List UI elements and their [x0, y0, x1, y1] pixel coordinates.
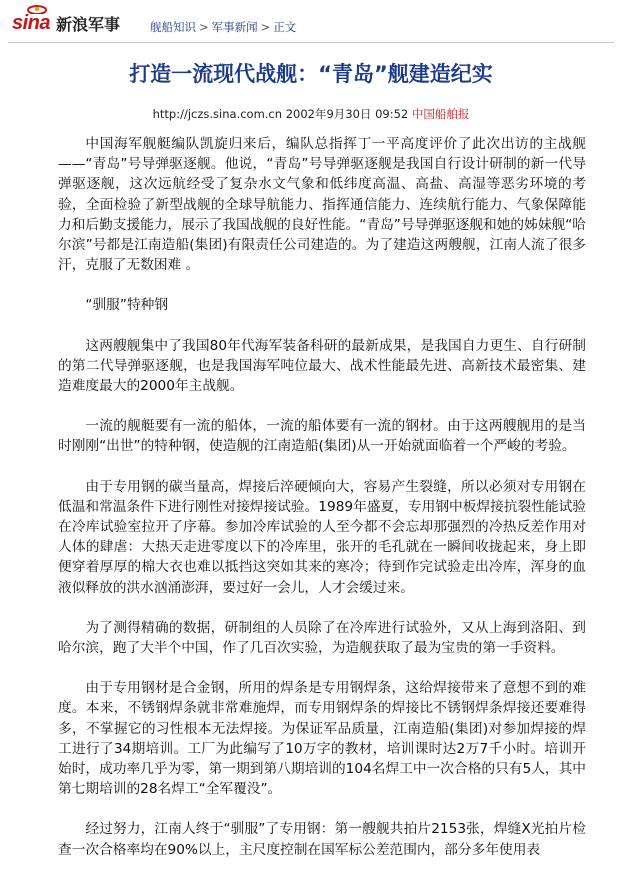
article-paragraph: 一流的舰艇要有一流的船体，一流的船体要有一流的钢材。由于这两艘舰用的是当时刚刚“出世”的特种钢，使造舰的江南造船(集团)从一开始就面临着一个严峻的考验。 — [58, 418, 586, 455]
breadcrumb-body[interactable]: 正文 — [273, 20, 297, 34]
article-time: 09:52 — [375, 107, 409, 121]
header-divider — [8, 42, 614, 43]
article-meta — [0, 106, 622, 122]
article-source[interactable]: 中国船舶报 — [411, 107, 470, 121]
article-url: http://jczs.sina.com.cn — [152, 107, 283, 121]
breadcrumb-ship-knowledge[interactable]: 舰船知识 — [150, 20, 196, 34]
site-header — [0, 0, 622, 40]
sina-eye-icon — [26, 2, 48, 14]
article-date: 2002年9月30日 — [285, 107, 372, 121]
section-subheading: “驯服”特种钢 — [85, 297, 169, 314]
breadcrumb-military-news[interactable]: 军事新闻 — [211, 20, 258, 34]
breadcrumb-separator: > — [260, 20, 271, 34]
article-paragraph: 这两艘舰集中了我国80年代海军装备科研的最新成果，是我国自力更生、自行研制的第二代导弹驱逐舰，也是我国海军吨位最大、战术性能最先进、高新技术最密集、建造难度最大的2000年主战舰。 — [58, 337, 586, 395]
article-paragraph: 经过努力，江南人终于“驯服”了专用钢：第一艘舰共拍片2153张，焊缝X光拍片检查一次合格率均在90%以上，主尺度控制在国军标公差范围内，部分多年使用表 — [58, 821, 586, 858]
article-paragraph: 中国海军舰艇编队凯旋归来后，编队总指挥丁一平高度评价了此次出访的主战舰——“青岛”号导弹驱逐舰。他说，“青岛”号导弹驱逐舰是我国自行设计研制的新一代导弹驱逐舰，这次远航经受了复杂水文气象和低纬度高温、高盐、高湿等恶劣环境的考验，全面检验了新型战舰的全球导航能力、指挥通信能力、连续航行能力、气象保障能力和后勤支援能力，展示了我国战舰的良好性能。“青岛”号导弹驱逐舰和她的姊妹舰“哈尔滨”号都是江南造船(集团)有限责任公司建造的。为了建造这两艘舰，江南人流了很多汗，克服了无数困难 。 — [58, 136, 586, 274]
channel-name: 新浪军事 — [56, 14, 121, 34]
sina-logo-text: sina — [12, 11, 51, 34]
article-paragraph: 由于专用钢的碳当量高，焊接后淬硬倾向大，容易产生裂缝，所以必须对专用钢在低温和常温条件下进行刚性对接焊接试验。1989年盛夏，专用钢中板焊接抗裂性能试验在冷库试验室拉开了序幕。参加冷库试验的人至今都不会忘却那强烈的冷热反差作用对人体的肆虐：大热天走进零度以下的冷库里，张开的毛孔就在一瞬间收拢起来，身上即便穿着厚厚的棉大衣也难以抵挡这突如其来的寒冷；待到作完试验走出冷库，浑身的血液似释放的洪水汹涌澎湃，要过好一会儿，人才会缓过来。 — [58, 478, 586, 596]
breadcrumb-separator: > — [199, 20, 209, 34]
article-title: 打造一流现代战舰：“青岛”舰建造纪实 — [129, 62, 493, 86]
article-body — [58, 134, 586, 880]
article-paragraph: 由于专用钢材是合金钢，所用的焊条是专用钢焊条，这给焊接带来了意想不到的难度。本来，不锈钢焊条就非常难施焊，而专用钢焊条的焊接比不锈钢焊条焊接还要难得多，不掌握它的习性根本无法焊接。为保证军品质量，江南造船(集团)对参加焊接的焊工进行了34期培训。工厂为此编写了10万字的教材，培训课时达2万7千小时。培训开始时，成功率几乎为零，第一期到第八期培训的104名焊工中一次合格的只有5人，其中第七期培训的28名焊工“全军覆没”。 — [58, 680, 586, 798]
breadcrumb — [150, 19, 296, 35]
sina-logo[interactable] — [12, 8, 120, 34]
article-paragraph: 为了测得精确的数据，研制组的人员除了在冷库进行试验外，又从上海到洛阳、到哈尔滨，跑了大半个中国，作了几百次实验，为造舰获取了最为宝贵的第一手资料。 — [58, 619, 586, 657]
